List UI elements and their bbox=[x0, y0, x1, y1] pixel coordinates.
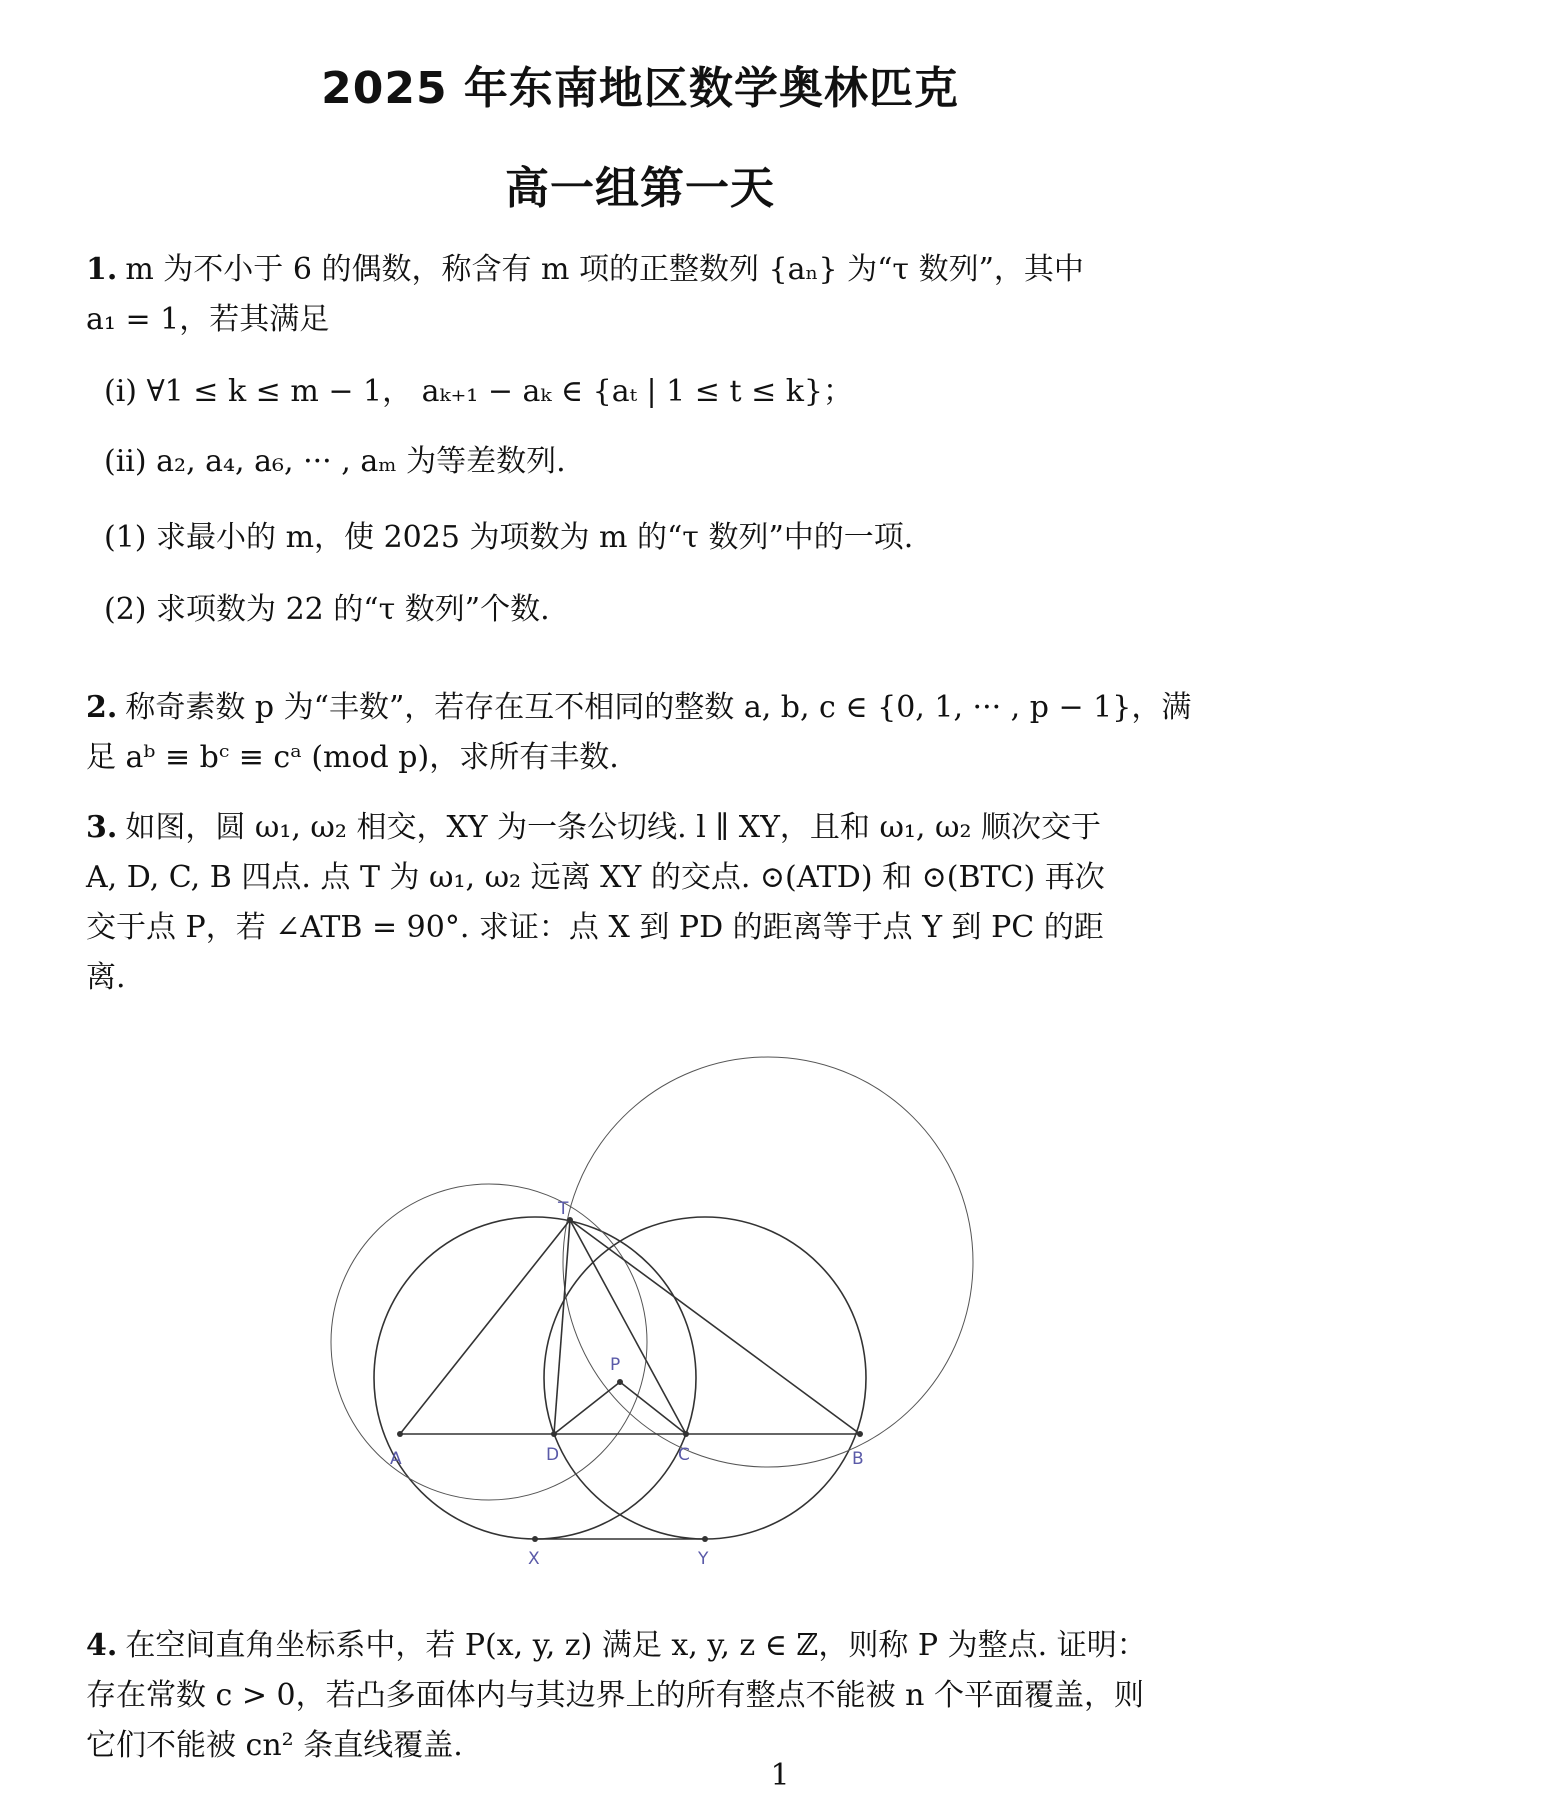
label-b: B bbox=[852, 1449, 864, 1469]
document-title: 2025 年东南地区数学奥林匹克 bbox=[321, 63, 959, 114]
problem-1-condition-1 bbox=[104, 372, 1214, 412]
problem-1-text-1: m 为不小于 6 的偶数，称含有 m 项的正整数列 {aₙ} 为“τ 数列”，其中 bbox=[125, 252, 1084, 287]
point-p bbox=[617, 1379, 623, 1385]
point-y bbox=[702, 1536, 708, 1542]
point-d bbox=[551, 1431, 557, 1437]
question-2-label: (2) bbox=[104, 592, 147, 627]
problem-3-line-2: A, D, C, B 四点. 点 T 为 ω₁, ω₂ 远离 XY 的交点. ⊙(ATD) 和 ⊙(BTC) 再次 bbox=[86, 860, 1105, 895]
problem-4-line-1 bbox=[86, 1626, 1196, 1666]
problem-4-number: 4. bbox=[86, 1628, 118, 1663]
point-c bbox=[683, 1431, 689, 1437]
circle-omega-2 bbox=[544, 1217, 866, 1539]
condition-2-label: (ii) bbox=[104, 444, 147, 479]
point-a bbox=[397, 1431, 403, 1437]
question-1-label: (1) bbox=[104, 520, 147, 555]
page-number: 1 bbox=[770, 1758, 790, 1793]
question-1-text: 求最小的 m，使 2025 为项数为 m 的“τ 数列”中的一项. bbox=[156, 520, 914, 555]
problem-3-line-4: 离. bbox=[86, 960, 126, 995]
document-subtitle: 高一组第一天 bbox=[505, 163, 775, 214]
circle-btc bbox=[563, 1057, 973, 1467]
segment-pd bbox=[554, 1382, 620, 1434]
condition-1-text: ∀1 ≤ k ≤ m − 1， aₖ₊₁ − aₖ ∈ {aₜ | 1 ≤ t ≤ k}； bbox=[146, 374, 854, 409]
problem-1-question-2 bbox=[104, 590, 1214, 630]
problem-1-line-1 bbox=[86, 250, 1196, 290]
segment-pc bbox=[620, 1382, 686, 1434]
problem-3-text-1: 如图，圆 ω₁, ω₂ 相交，XY 为一条公切线. l ∥ XY，且和 ω₁, ω₂ 顺次交于 bbox=[125, 810, 1102, 845]
segment-tb bbox=[570, 1220, 860, 1434]
label-x: X bbox=[528, 1549, 540, 1569]
problem-3-number: 3. bbox=[86, 810, 118, 845]
condition-1-label: (i) bbox=[104, 374, 138, 409]
question-2-text: 求项数为 22 的“τ 数列”个数. bbox=[156, 592, 550, 627]
problem-4-text-1: 在空间直角坐标系中，若 P(x, y, z) 满足 x, y, z ∈ ℤ，则称 P 为整点. 证明： bbox=[125, 1628, 1147, 1663]
problem-1-line-2: a₁ = 1，若其满足 bbox=[86, 302, 330, 337]
problem-2-text-1: 称奇素数 p 为“丰数”，若存在互不相同的整数 a, b, c ∈ {0, 1, ··· , p − 1}，满 bbox=[125, 690, 1192, 725]
label-p: P bbox=[610, 1355, 621, 1375]
point-b bbox=[857, 1431, 863, 1437]
point-x bbox=[532, 1536, 538, 1542]
problem-3-line-1 bbox=[86, 808, 1196, 848]
condition-2-text: a₂, a₄, a₆, ··· , aₘ 为等差数列. bbox=[156, 444, 566, 479]
geometry-figure bbox=[300, 1030, 980, 1569]
problem-2-number: 2. bbox=[86, 690, 118, 725]
label-t: T bbox=[558, 1199, 569, 1219]
problem-1-condition-2 bbox=[104, 442, 1214, 482]
problem-2-line-2: 足 aᵇ ≡ bᶜ ≡ cᵃ (mod p)，求所有丰数. bbox=[86, 740, 619, 775]
problem-2-line-1 bbox=[86, 688, 1196, 728]
problem-4-line-2: 存在常数 c > 0，若凸多面体内与其边界上的所有整点不能被 n 个平面覆盖，则 bbox=[86, 1678, 1145, 1713]
label-y: Y bbox=[698, 1549, 709, 1569]
problem-1-number: 1. bbox=[86, 252, 118, 287]
segment-tc bbox=[570, 1220, 686, 1434]
label-d: D bbox=[546, 1445, 560, 1465]
problem-4-line-3: 它们不能被 cn² 条直线覆盖. bbox=[86, 1728, 463, 1763]
label-a: A bbox=[390, 1449, 402, 1469]
problem-1-question-1 bbox=[104, 518, 1214, 558]
segment-td bbox=[554, 1220, 570, 1434]
label-c: C bbox=[678, 1445, 690, 1465]
problem-3-line-3: 交于点 P，若 ∠ATB = 90°. 求证：点 X 到 PD 的距离等于点 Y 到 PC 的距 bbox=[86, 910, 1104, 945]
segment-ta bbox=[400, 1220, 570, 1434]
